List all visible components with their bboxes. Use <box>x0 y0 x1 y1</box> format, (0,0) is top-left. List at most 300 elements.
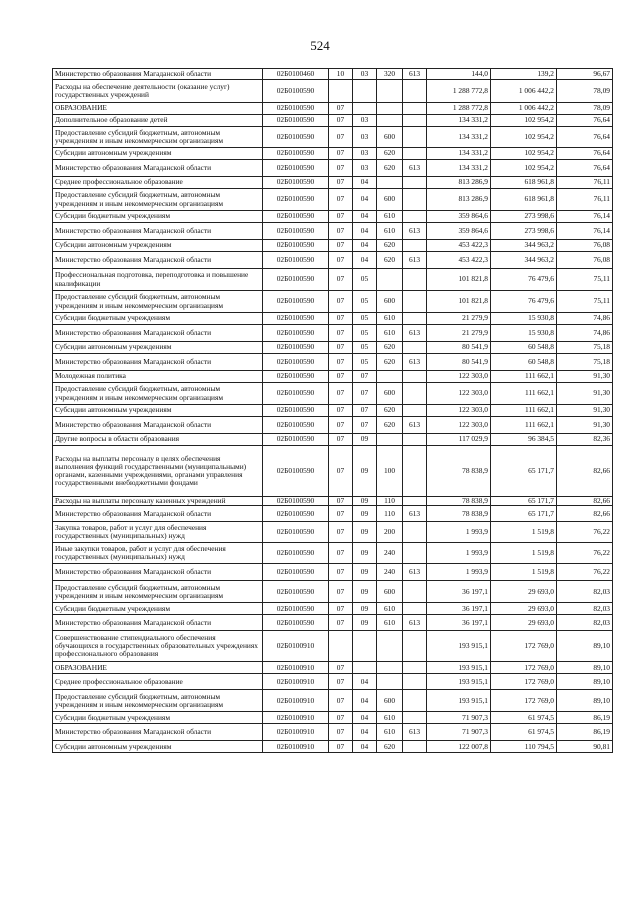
row-kvsgu-cell <box>403 342 427 354</box>
row-fact-cell: 111 662,1 <box>491 405 557 417</box>
row-percent-cell: 82,66 <box>557 497 613 506</box>
row-fact-cell: 61 974,5 <box>491 712 557 724</box>
row-fact-cell: 15 930,8 <box>491 325 557 342</box>
row-plan-cell: 78 838,9 <box>427 506 491 522</box>
row-percent-cell: 76,64 <box>557 160 613 177</box>
row-percent-cell: 91,30 <box>557 371 613 383</box>
row-name-cell: Профессиональная подготовка, переподготовка и повышение квалификации <box>53 269 263 291</box>
row-kvsgu-cell <box>403 497 427 506</box>
row-plan-cell: 122 303,0 <box>427 371 491 383</box>
row-subsection-cell: 03 <box>353 148 377 160</box>
row-expense-type-cell: 610 <box>377 313 403 325</box>
row-expense-type-cell <box>377 662 403 674</box>
row-percent-cell: 76,08 <box>557 252 613 269</box>
table-row <box>53 543 613 564</box>
row-code-cell: 02Б0100590 <box>263 80 329 103</box>
row-code-cell: 02Б0100590 <box>263 240 329 252</box>
row-code-cell: 02Б0100590 <box>263 543 329 564</box>
row-subsection-cell <box>353 631 377 662</box>
row-name-cell: Министерство образования Магаданской области <box>53 325 263 342</box>
table-row <box>53 371 613 383</box>
row-fact-cell: 110 794,5 <box>491 741 557 753</box>
row-section-cell: 07 <box>329 127 353 148</box>
row-fact-cell: 111 662,1 <box>491 371 557 383</box>
row-plan-cell: 453 422,3 <box>427 240 491 252</box>
row-kvsgu-cell <box>403 405 427 417</box>
row-fact-cell: 65 171,7 <box>491 506 557 522</box>
row-section-cell: 10 <box>329 69 353 80</box>
table-row <box>53 269 613 291</box>
row-plan-cell: 78 838,9 <box>427 497 491 506</box>
row-kvsgu-cell: 613 <box>403 160 427 177</box>
table-row <box>53 211 613 223</box>
row-section-cell: 07 <box>329 371 353 383</box>
row-plan-cell: 36 197,1 <box>427 581 491 603</box>
row-percent-cell: 76,11 <box>557 177 613 189</box>
row-kvsgu-cell <box>403 603 427 615</box>
row-fact-cell: 618 961,8 <box>491 177 557 189</box>
row-plan-cell: 1 288 772,8 <box>427 103 491 115</box>
row-section-cell: 07 <box>329 383 353 405</box>
row-section-cell: 07 <box>329 313 353 325</box>
row-percent-cell: 75,18 <box>557 354 613 371</box>
table-row <box>53 103 613 115</box>
row-name-cell: Среднее профессиональное образование <box>53 674 263 690</box>
row-subsection-cell: 05 <box>353 313 377 325</box>
row-expense-type-cell: 240 <box>377 564 403 581</box>
row-percent-cell: 82,36 <box>557 434 613 446</box>
table-row <box>53 631 613 662</box>
row-name-cell: Субсидии бюджетным учреждениям <box>53 313 263 325</box>
row-percent-cell: 91,30 <box>557 417 613 434</box>
row-subsection-cell: 09 <box>353 581 377 603</box>
table-row <box>53 741 613 753</box>
row-kvsgu-cell <box>403 148 427 160</box>
page-number: 524 <box>310 38 330 53</box>
row-percent-cell: 96,67 <box>557 69 613 80</box>
row-plan-cell: 134 331,2 <box>427 148 491 160</box>
row-code-cell: 02Б0100910 <box>263 674 329 690</box>
row-plan-cell: 1 993,9 <box>427 543 491 564</box>
row-code-cell: 02Б0100910 <box>263 724 329 741</box>
row-fact-cell: 29 693,0 <box>491 581 557 603</box>
row-kvsgu-cell: 613 <box>403 69 427 80</box>
row-kvsgu-cell <box>403 581 427 603</box>
row-subsection-cell: 07 <box>353 383 377 405</box>
row-name-cell: Министерство образования Магаданской области <box>53 615 263 631</box>
row-percent-cell: 76,22 <box>557 543 613 564</box>
row-subsection-cell: 05 <box>353 342 377 354</box>
row-expense-type-cell <box>377 115 403 127</box>
row-name-cell: Закупка товаров, работ и услуг для обеспечения государственных (муниципальных) нужд <box>53 522 263 543</box>
row-section-cell: 07 <box>329 522 353 543</box>
row-fact-cell: 273 998,6 <box>491 223 557 240</box>
row-code-cell: 02Б0100590 <box>263 342 329 354</box>
table-row <box>53 417 613 434</box>
row-subsection-cell: 04 <box>353 252 377 269</box>
row-code-cell: 02Б0100590 <box>263 603 329 615</box>
row-plan-cell: 36 197,1 <box>427 615 491 631</box>
row-code-cell: 02Б0100590 <box>263 223 329 240</box>
row-section-cell: 07 <box>329 223 353 240</box>
table-row <box>53 342 613 354</box>
row-code-cell: 02Б0100590 <box>263 581 329 603</box>
row-section-cell: 07 <box>329 497 353 506</box>
row-percent-cell: 75,18 <box>557 342 613 354</box>
row-expense-type-cell: 620 <box>377 342 403 354</box>
row-percent-cell: 76,14 <box>557 211 613 223</box>
row-percent-cell: 76,14 <box>557 223 613 240</box>
row-name-cell: Иные закупки товаров, работ и услуг для обеспечения государственных (муниципальных) нужд <box>53 543 263 564</box>
row-code-cell: 02Б0100590 <box>263 252 329 269</box>
row-subsection-cell: 05 <box>353 354 377 371</box>
row-fact-cell: 15 930,8 <box>491 313 557 325</box>
row-subsection-cell: 04 <box>353 690 377 712</box>
row-section-cell: 07 <box>329 211 353 223</box>
row-code-cell: 02Б0100590 <box>263 160 329 177</box>
row-expense-type-cell: 100 <box>377 446 403 497</box>
row-section-cell: 07 <box>329 724 353 741</box>
row-code-cell: 02Б0100590 <box>263 383 329 405</box>
row-percent-cell: 82,66 <box>557 446 613 497</box>
row-expense-type-cell: 620 <box>377 252 403 269</box>
row-kvsgu-cell <box>403 383 427 405</box>
row-subsection-cell: 04 <box>353 240 377 252</box>
row-expense-type-cell: 620 <box>377 148 403 160</box>
row-percent-cell: 74,86 <box>557 313 613 325</box>
table-row <box>53 69 613 80</box>
row-percent-cell: 75,11 <box>557 269 613 291</box>
row-code-cell: 02Б0100590 <box>263 434 329 446</box>
row-plan-cell: 813 286,9 <box>427 189 491 211</box>
row-subsection-cell: 09 <box>353 497 377 506</box>
row-subsection-cell: 09 <box>353 506 377 522</box>
row-plan-cell: 193 915,1 <box>427 662 491 674</box>
row-plan-cell: 134 331,2 <box>427 160 491 177</box>
row-expense-type-cell: 600 <box>377 383 403 405</box>
row-fact-cell: 29 693,0 <box>491 603 557 615</box>
row-fact-cell: 618 961,8 <box>491 189 557 211</box>
row-subsection-cell: 09 <box>353 603 377 615</box>
row-name-cell: Субсидии бюджетным учреждениям <box>53 603 263 615</box>
row-name-cell: Среднее профессиональное образование <box>53 177 263 189</box>
row-subsection-cell <box>353 80 377 103</box>
row-code-cell: 02Б0100590 <box>263 189 329 211</box>
row-subsection-cell: 04 <box>353 741 377 753</box>
row-kvsgu-cell <box>403 80 427 103</box>
row-fact-cell: 172 769,0 <box>491 690 557 712</box>
row-percent-cell: 82,03 <box>557 615 613 631</box>
table-row <box>53 522 613 543</box>
row-percent-cell: 82,66 <box>557 506 613 522</box>
table-row <box>53 434 613 446</box>
row-subsection-cell: 04 <box>353 211 377 223</box>
row-subsection-cell: 09 <box>353 522 377 543</box>
row-expense-type-cell <box>377 674 403 690</box>
budget-table-body <box>53 69 613 753</box>
row-fact-cell: 344 963,2 <box>491 252 557 269</box>
row-plan-cell: 453 422,3 <box>427 252 491 269</box>
row-kvsgu-cell <box>403 189 427 211</box>
row-expense-type-cell: 600 <box>377 581 403 603</box>
table-row <box>53 313 613 325</box>
row-name-cell: ОБРАЗОВАНИЕ <box>53 662 263 674</box>
row-plan-cell: 101 821,8 <box>427 291 491 313</box>
row-name-cell: Предоставление субсидий бюджетным, автономным учреждениям и иным некоммерческим организациям <box>53 127 263 148</box>
row-section-cell: 07 <box>329 325 353 342</box>
row-section-cell: 07 <box>329 690 353 712</box>
row-expense-type-cell: 600 <box>377 127 403 148</box>
row-section-cell: 07 <box>329 252 353 269</box>
row-name-cell: Предоставление субсидий бюджетным, автономным учреждениям и иным некоммерческим организациям <box>53 291 263 313</box>
row-plan-cell: 80 541,9 <box>427 354 491 371</box>
row-expense-type-cell: 600 <box>377 690 403 712</box>
row-subsection-cell: 04 <box>353 177 377 189</box>
table-row <box>53 240 613 252</box>
row-name-cell: Субсидии бюджетным учреждениям <box>53 211 263 223</box>
row-plan-cell: 134 331,2 <box>427 127 491 148</box>
row-plan-cell: 1 288 772,8 <box>427 80 491 103</box>
row-name-cell: Другие вопросы в области образования <box>53 434 263 446</box>
row-kvsgu-cell: 613 <box>403 564 427 581</box>
row-subsection-cell: 03 <box>353 69 377 80</box>
row-code-cell: 02Б0100590 <box>263 269 329 291</box>
row-percent-cell: 76,64 <box>557 115 613 127</box>
row-code-cell: 02Б0100590 <box>263 177 329 189</box>
row-subsection-cell: 03 <box>353 115 377 127</box>
row-expense-type-cell: 200 <box>377 522 403 543</box>
row-expense-type-cell: 600 <box>377 291 403 313</box>
row-section-cell <box>329 631 353 662</box>
row-fact-cell: 344 963,2 <box>491 240 557 252</box>
row-section-cell: 07 <box>329 342 353 354</box>
row-name-cell: Субсидии автономным учреждениям <box>53 405 263 417</box>
row-code-cell: 02Б0100910 <box>263 690 329 712</box>
row-name-cell: Министерство образования Магаданской области <box>53 223 263 240</box>
row-plan-cell: 193 915,1 <box>427 690 491 712</box>
row-code-cell: 02Б0100590 <box>263 115 329 127</box>
row-expense-type-cell <box>377 371 403 383</box>
row-fact-cell: 1 006 442,2 <box>491 103 557 115</box>
row-percent-cell: 86,19 <box>557 724 613 741</box>
row-expense-type-cell: 620 <box>377 741 403 753</box>
row-kvsgu-cell <box>403 127 427 148</box>
row-kvsgu-cell <box>403 712 427 724</box>
row-expense-type-cell <box>377 434 403 446</box>
row-name-cell: Субсидии автономным учреждениям <box>53 741 263 753</box>
row-plan-cell: 78 838,9 <box>427 446 491 497</box>
row-expense-type-cell: 620 <box>377 354 403 371</box>
table-row <box>53 383 613 405</box>
row-subsection-cell: 03 <box>353 127 377 148</box>
row-fact-cell: 60 548,8 <box>491 354 557 371</box>
row-kvsgu-cell <box>403 371 427 383</box>
row-fact-cell: 139,2 <box>491 69 557 80</box>
row-code-cell: 02Б0100590 <box>263 497 329 506</box>
row-subsection-cell: 07 <box>353 417 377 434</box>
table-row <box>53 446 613 497</box>
row-name-cell: Предоставление субсидий бюджетным, автономным учреждениям и иным некоммерческим организациям <box>53 690 263 712</box>
row-section-cell: 07 <box>329 603 353 615</box>
row-code-cell: 02Б0100590 <box>263 564 329 581</box>
row-subsection-cell: 09 <box>353 446 377 497</box>
row-percent-cell: 76,64 <box>557 148 613 160</box>
row-section-cell: 07 <box>329 417 353 434</box>
table-row <box>53 160 613 177</box>
row-code-cell: 02Б0100590 <box>263 313 329 325</box>
row-kvsgu-cell <box>403 211 427 223</box>
row-kvsgu-cell: 613 <box>403 325 427 342</box>
row-kvsgu-cell <box>403 690 427 712</box>
row-percent-cell: 89,10 <box>557 674 613 690</box>
row-fact-cell: 1 006 442,2 <box>491 80 557 103</box>
row-code-cell: 02Б0100590 <box>263 371 329 383</box>
row-kvsgu-cell <box>403 446 427 497</box>
row-kvsgu-cell: 613 <box>403 506 427 522</box>
row-subsection-cell: 07 <box>353 371 377 383</box>
row-plan-cell: 71 907,3 <box>427 712 491 724</box>
row-percent-cell: 78,09 <box>557 103 613 115</box>
row-subsection-cell: 04 <box>353 189 377 211</box>
row-kvsgu-cell <box>403 115 427 127</box>
row-plan-cell: 122 303,0 <box>427 405 491 417</box>
table-row <box>53 223 613 240</box>
row-plan-cell: 80 541,9 <box>427 342 491 354</box>
row-expense-type-cell: 600 <box>377 189 403 211</box>
row-fact-cell: 102 954,2 <box>491 160 557 177</box>
row-code-cell: 02Б0100590 <box>263 211 329 223</box>
row-name-cell: ОБРАЗОВАНИЕ <box>53 103 263 115</box>
row-name-cell: Молодежная политика <box>53 371 263 383</box>
row-fact-cell: 273 998,6 <box>491 211 557 223</box>
row-code-cell: 02Б0100590 <box>263 148 329 160</box>
row-expense-type-cell: 610 <box>377 712 403 724</box>
row-section-cell: 07 <box>329 615 353 631</box>
table-row <box>53 115 613 127</box>
row-name-cell: Предоставление субсидий бюджетным, автономным учреждениям и иным некоммерческим организациям <box>53 189 263 211</box>
table-row <box>53 674 613 690</box>
row-expense-type-cell: 320 <box>377 69 403 80</box>
row-section-cell: 07 <box>329 115 353 127</box>
row-code-cell: 02Б0100910 <box>263 741 329 753</box>
row-fact-cell: 1 519,8 <box>491 564 557 581</box>
row-section-cell: 07 <box>329 240 353 252</box>
row-name-cell: Субсидии автономным учреждениям <box>53 342 263 354</box>
table-row <box>53 325 613 342</box>
row-expense-type-cell: 110 <box>377 497 403 506</box>
table-row <box>53 252 613 269</box>
row-kvsgu-cell: 613 <box>403 615 427 631</box>
row-expense-type-cell <box>377 177 403 189</box>
row-kvsgu-cell <box>403 177 427 189</box>
row-subsection-cell: 04 <box>353 223 377 240</box>
row-fact-cell: 172 769,0 <box>491 662 557 674</box>
row-code-cell: 02Б0100910 <box>263 712 329 724</box>
row-plan-cell: 71 907,3 <box>427 724 491 741</box>
row-kvsgu-cell: 613 <box>403 724 427 741</box>
row-section-cell: 07 <box>329 741 353 753</box>
row-subsection-cell: 07 <box>353 405 377 417</box>
row-percent-cell: 76,08 <box>557 240 613 252</box>
row-section-cell: 07 <box>329 543 353 564</box>
row-section-cell: 07 <box>329 506 353 522</box>
row-expense-type-cell: 610 <box>377 325 403 342</box>
row-name-cell: Министерство образования Магаданской области <box>53 354 263 371</box>
row-fact-cell: 96 384,5 <box>491 434 557 446</box>
table-row <box>53 581 613 603</box>
row-name-cell: Предоставление субсидий бюджетным, автономным учреждениям и иным некоммерческим организациям <box>53 383 263 405</box>
row-subsection-cell: 05 <box>353 325 377 342</box>
row-percent-cell: 89,10 <box>557 690 613 712</box>
row-kvsgu-cell <box>403 741 427 753</box>
row-section-cell: 07 <box>329 291 353 313</box>
row-code-cell: 02Б0100910 <box>263 631 329 662</box>
row-fact-cell: 65 171,7 <box>491 497 557 506</box>
row-section-cell: 07 <box>329 564 353 581</box>
row-plan-cell: 21 279,9 <box>427 313 491 325</box>
row-fact-cell: 76 479,6 <box>491 269 557 291</box>
row-subsection-cell: 04 <box>353 674 377 690</box>
row-code-cell: 02Б0100910 <box>263 662 329 674</box>
row-code-cell: 02Б0100590 <box>263 354 329 371</box>
row-kvsgu-cell <box>403 631 427 662</box>
row-name-cell: Министерство образования Магаданской области <box>53 69 263 80</box>
row-section-cell: 07 <box>329 103 353 115</box>
row-plan-cell: 193 915,1 <box>427 631 491 662</box>
row-expense-type-cell: 610 <box>377 223 403 240</box>
row-expense-type-cell: 610 <box>377 211 403 223</box>
row-kvsgu-cell <box>403 291 427 313</box>
row-fact-cell: 172 769,0 <box>491 631 557 662</box>
row-fact-cell: 1 519,8 <box>491 522 557 543</box>
row-kvsgu-cell <box>403 269 427 291</box>
row-name-cell: Министерство образования Магаданской области <box>53 160 263 177</box>
row-plan-cell: 122 007,8 <box>427 741 491 753</box>
row-subsection-cell: 03 <box>353 160 377 177</box>
row-section-cell: 07 <box>329 712 353 724</box>
budget-table <box>52 68 613 753</box>
row-kvsgu-cell: 613 <box>403 354 427 371</box>
row-plan-cell: 122 303,0 <box>427 417 491 434</box>
row-expense-type-cell: 620 <box>377 160 403 177</box>
row-kvsgu-cell: 613 <box>403 252 427 269</box>
row-name-cell: Субсидии автономным учреждениям <box>53 148 263 160</box>
row-name-cell: Расходы на обеспечение деятельности (оказание услуг) государственных учреждений <box>53 80 263 103</box>
row-plan-cell: 193 915,1 <box>427 674 491 690</box>
row-subsection-cell: 09 <box>353 615 377 631</box>
row-plan-cell: 36 197,1 <box>427 603 491 615</box>
row-kvsgu-cell <box>403 103 427 115</box>
row-code-cell: 02Б0100590 <box>263 615 329 631</box>
row-section-cell: 07 <box>329 434 353 446</box>
row-expense-type-cell: 620 <box>377 405 403 417</box>
row-subsection-cell: 04 <box>353 724 377 741</box>
row-kvsgu-cell <box>403 313 427 325</box>
row-plan-cell: 144,0 <box>427 69 491 80</box>
row-expense-type-cell: 110 <box>377 506 403 522</box>
row-section-cell: 07 <box>329 148 353 160</box>
table-row <box>53 615 613 631</box>
row-expense-type-cell: 620 <box>377 417 403 434</box>
row-section-cell: 07 <box>329 269 353 291</box>
row-expense-type-cell: 620 <box>377 240 403 252</box>
row-subsection-cell: 05 <box>353 269 377 291</box>
row-percent-cell: 82,03 <box>557 603 613 615</box>
table-row <box>53 724 613 741</box>
row-name-cell: Министерство образования Магаданской области <box>53 417 263 434</box>
row-subsection-cell <box>353 662 377 674</box>
row-expense-type-cell: 610 <box>377 615 403 631</box>
